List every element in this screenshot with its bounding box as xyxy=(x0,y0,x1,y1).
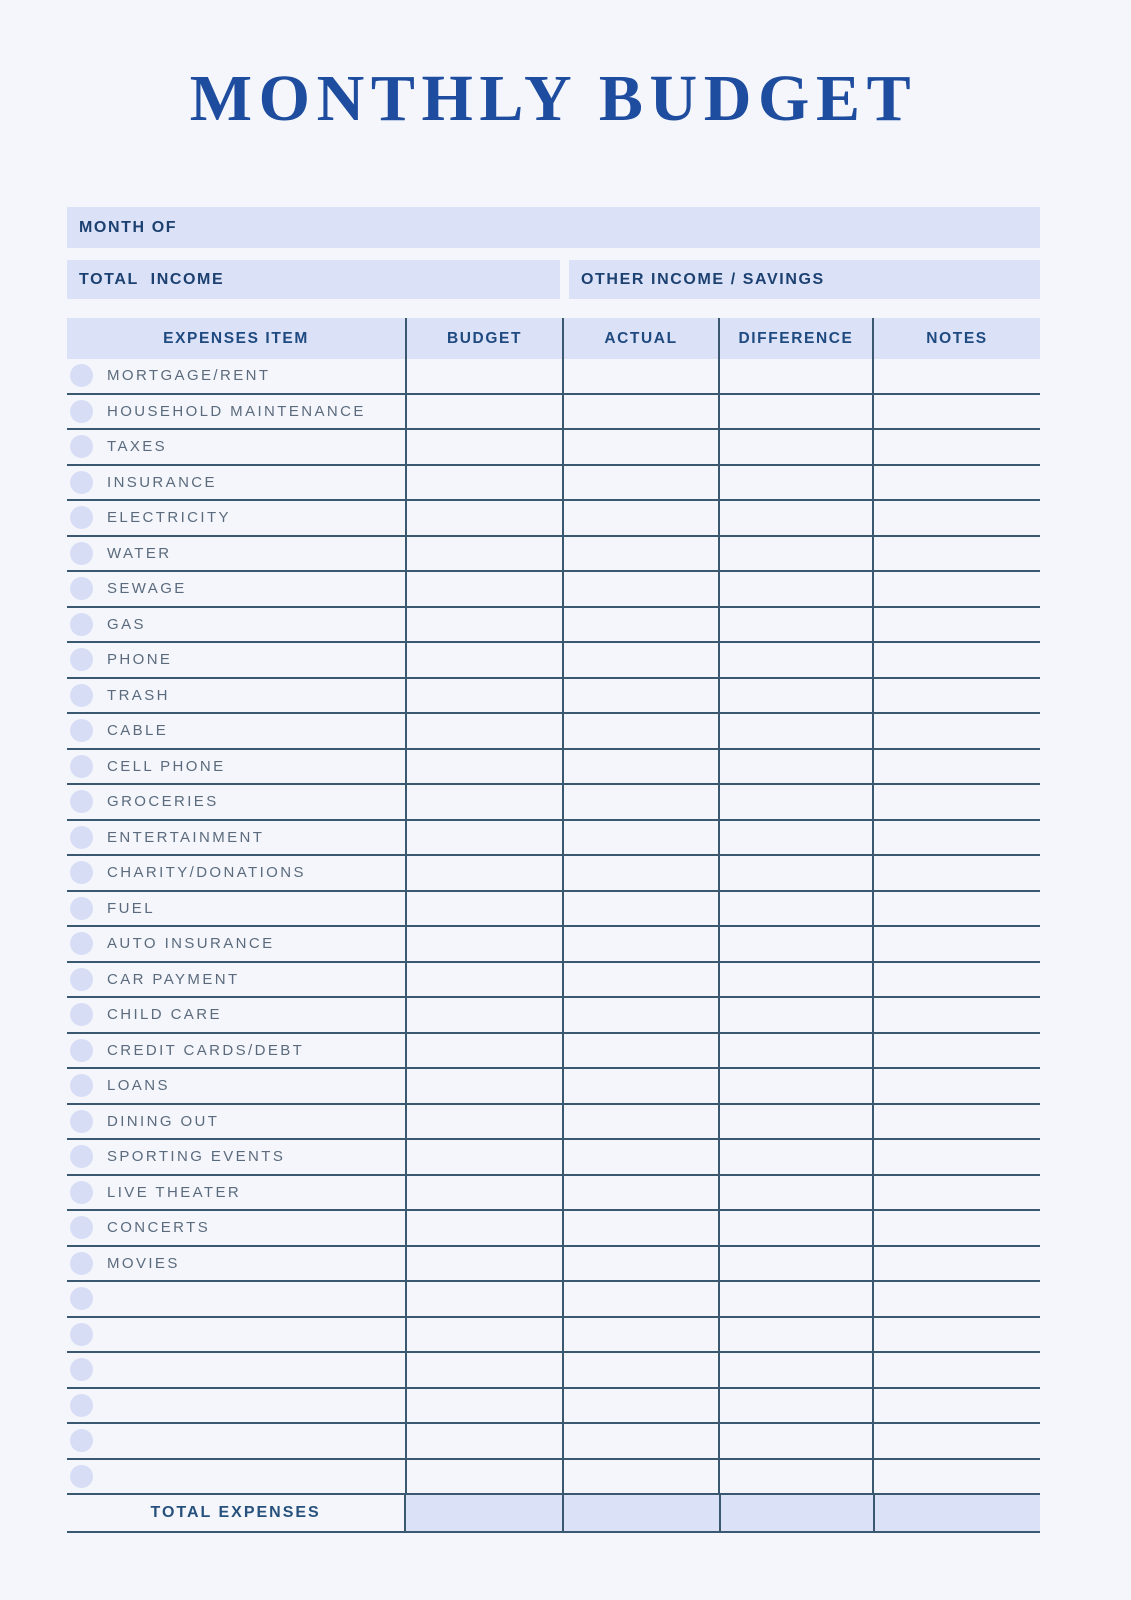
notes-cell[interactable] xyxy=(874,1353,1040,1387)
table-row xyxy=(67,1424,1040,1460)
header-notes: NOTES xyxy=(926,329,988,347)
table-row xyxy=(67,714,1040,750)
table-row xyxy=(67,679,1040,715)
expense-item-label: MORTGAGE/RENT xyxy=(107,367,271,385)
budget-cell[interactable] xyxy=(407,1247,564,1281)
actual-cell[interactable] xyxy=(564,1460,720,1494)
actual-cell[interactable] xyxy=(564,1034,720,1068)
actual-cell[interactable] xyxy=(564,856,720,890)
table-row xyxy=(67,1034,1040,1070)
actual-cell[interactable] xyxy=(564,1211,720,1245)
budget-cell[interactable] xyxy=(407,1105,564,1139)
budget-cell[interactable] xyxy=(407,359,564,393)
table-row xyxy=(67,430,1040,466)
bullet-icon xyxy=(70,790,93,813)
difference-cell[interactable] xyxy=(720,1282,874,1316)
bullet-icon xyxy=(70,542,93,565)
notes-cell[interactable] xyxy=(874,856,1040,890)
budget-cell[interactable] xyxy=(407,1140,564,1174)
budget-cell[interactable] xyxy=(407,395,564,429)
table-row xyxy=(67,785,1040,821)
actual-cell[interactable] xyxy=(564,1105,720,1139)
difference-cell[interactable] xyxy=(720,1424,874,1458)
bullet-icon xyxy=(70,1216,93,1239)
total-expenses-row xyxy=(67,1495,1040,1533)
header-expenses-item: EXPENSES ITEM xyxy=(67,318,407,359)
expense-item-cell xyxy=(67,1140,407,1174)
difference-cell[interactable] xyxy=(720,714,874,748)
actual-cell[interactable] xyxy=(564,643,720,677)
expense-item-cell xyxy=(67,608,407,642)
expense-item-label: CREDIT CARDS/DEBT xyxy=(107,1041,305,1059)
bullet-icon xyxy=(70,1110,93,1133)
bullet-icon xyxy=(70,613,93,636)
notes-cell[interactable] xyxy=(874,1034,1040,1068)
expense-item-label: MOVIES xyxy=(107,1254,180,1272)
table-row xyxy=(67,359,1040,395)
difference-cell[interactable] xyxy=(720,466,874,500)
expense-item-label: GAS xyxy=(107,615,146,633)
expense-item-cell xyxy=(67,1424,407,1458)
actual-cell[interactable] xyxy=(564,1318,720,1352)
expense-item-label: CHILD CARE xyxy=(107,1006,222,1024)
difference-cell[interactable] xyxy=(720,1318,874,1352)
budget-cell[interactable] xyxy=(407,1353,564,1387)
bullet-icon xyxy=(70,1429,93,1452)
table-row xyxy=(67,998,1040,1034)
actual-cell[interactable] xyxy=(564,1069,720,1103)
income-row xyxy=(67,260,1040,299)
expense-item-label: ENTERTAINMENT xyxy=(107,828,265,846)
table-row xyxy=(67,1069,1040,1105)
notes-cell[interactable] xyxy=(874,963,1040,997)
expense-item-label: TAXES xyxy=(107,438,168,456)
budget-cell[interactable] xyxy=(407,1389,564,1423)
difference-cell[interactable] xyxy=(720,892,874,926)
actual-cell[interactable] xyxy=(564,785,720,819)
table-row xyxy=(67,501,1040,537)
expense-item-label: PHONE xyxy=(107,651,173,669)
table-row xyxy=(67,1247,1040,1283)
bullet-icon xyxy=(70,1394,93,1417)
budget-cell[interactable] xyxy=(407,998,564,1032)
total-income-bar xyxy=(67,260,560,299)
table-row xyxy=(67,1389,1040,1425)
bullet-icon xyxy=(70,1252,93,1275)
expenses-table xyxy=(67,318,1040,1533)
actual-cell[interactable] xyxy=(564,1389,720,1423)
expense-item-cell xyxy=(67,572,407,606)
notes-cell[interactable] xyxy=(874,785,1040,819)
difference-cell[interactable] xyxy=(720,1460,874,1494)
difference-cell[interactable] xyxy=(720,1034,874,1068)
total-income-label: TOTAL INCOME xyxy=(79,270,225,288)
actual-cell[interactable] xyxy=(564,1282,720,1316)
difference-cell[interactable] xyxy=(720,1140,874,1174)
expense-item-cell xyxy=(67,395,407,429)
difference-cell[interactable] xyxy=(720,1069,874,1103)
notes-cell[interactable] xyxy=(874,1424,1040,1458)
notes-cell[interactable] xyxy=(874,537,1040,571)
notes-cell[interactable] xyxy=(874,821,1040,855)
difference-cell[interactable] xyxy=(720,1353,874,1387)
expense-item-cell xyxy=(67,927,407,961)
page-title: MONTHLY BUDGET xyxy=(189,62,918,135)
notes-cell[interactable] xyxy=(874,714,1040,748)
bullet-icon xyxy=(70,684,93,707)
budget-cell[interactable] xyxy=(407,892,564,926)
budget-cell[interactable] xyxy=(407,1176,564,1210)
header-difference: DIFFERENCE xyxy=(720,318,874,359)
notes-cell[interactable] xyxy=(874,1247,1040,1281)
expense-item-cell xyxy=(67,430,407,464)
budget-cell[interactable] xyxy=(407,466,564,500)
budget-cell[interactable] xyxy=(407,927,564,961)
budget-cell[interactable] xyxy=(407,1282,564,1316)
expense-item-label: CAR PAYMENT xyxy=(107,970,240,988)
table-row xyxy=(67,395,1040,431)
other-income-savings-label: OTHER INCOME / SAVINGS xyxy=(581,270,825,288)
expense-item-label: LOANS xyxy=(107,1077,170,1095)
notes-cell[interactable] xyxy=(874,608,1040,642)
notes-cell[interactable] xyxy=(874,643,1040,677)
table-row xyxy=(67,927,1040,963)
bullet-icon xyxy=(70,1358,93,1381)
notes-cell[interactable] xyxy=(874,750,1040,784)
bullet-icon xyxy=(70,400,93,423)
budget-cell[interactable] xyxy=(407,643,564,677)
expense-item-label: SPORTING EVENTS xyxy=(107,1148,286,1166)
budget-cell[interactable] xyxy=(407,1034,564,1068)
actual-cell[interactable] xyxy=(564,892,720,926)
notes-cell[interactable] xyxy=(874,1211,1040,1245)
difference-cell[interactable] xyxy=(720,572,874,606)
table-row xyxy=(67,643,1040,679)
budget-cell[interactable] xyxy=(407,1318,564,1352)
actual-cell[interactable] xyxy=(564,501,720,535)
expense-item-cell xyxy=(67,963,407,997)
actual-cell[interactable] xyxy=(564,537,720,571)
notes-cell[interactable] xyxy=(874,892,1040,926)
budget-cell[interactable] xyxy=(407,856,564,890)
notes-cell[interactable] xyxy=(874,1282,1040,1316)
table-header-row xyxy=(67,318,1040,359)
difference-cell[interactable] xyxy=(720,608,874,642)
actual-cell[interactable] xyxy=(564,1247,720,1281)
notes-cell[interactable] xyxy=(874,679,1040,713)
expense-item-label: HOUSEHOLD MAINTENANCE xyxy=(107,402,366,420)
notes-cell[interactable] xyxy=(874,1140,1040,1174)
total-notes-cell[interactable] xyxy=(875,1495,1040,1531)
bullet-icon xyxy=(70,1287,93,1310)
expense-item-cell xyxy=(67,1282,407,1316)
total-budget-cell[interactable] xyxy=(406,1495,564,1531)
bullet-icon xyxy=(70,577,93,600)
notes-cell[interactable] xyxy=(874,430,1040,464)
expense-item-cell xyxy=(67,359,407,393)
difference-cell[interactable] xyxy=(720,821,874,855)
expense-item-label: WATER xyxy=(107,544,172,562)
expense-item-label: ELECTRICITY xyxy=(107,509,231,527)
table-row xyxy=(67,892,1040,928)
expense-item-cell xyxy=(67,785,407,819)
notes-cell[interactable] xyxy=(874,1176,1040,1210)
expense-item-label: CHARITY/DONATIONS xyxy=(107,864,306,882)
difference-cell[interactable] xyxy=(720,1389,874,1423)
table-row xyxy=(67,1140,1040,1176)
budget-cell[interactable] xyxy=(407,572,564,606)
difference-cell[interactable] xyxy=(720,927,874,961)
table-body xyxy=(67,359,1040,1495)
expense-item-label: FUEL xyxy=(107,899,155,917)
actual-cell[interactable] xyxy=(564,750,720,784)
notes-cell[interactable] xyxy=(874,1460,1040,1494)
budget-cell[interactable] xyxy=(407,750,564,784)
notes-cell[interactable] xyxy=(874,1389,1040,1423)
month-of-bar xyxy=(67,207,1040,248)
month-of-label: MONTH OF xyxy=(79,218,178,236)
expense-item-cell xyxy=(67,537,407,571)
actual-cell[interactable] xyxy=(564,714,720,748)
budget-cell[interactable] xyxy=(407,679,564,713)
table-row xyxy=(67,821,1040,857)
notes-cell[interactable] xyxy=(874,1069,1040,1103)
difference-cell[interactable] xyxy=(720,679,874,713)
budget-sheet xyxy=(67,0,1040,1533)
expense-item-label: GROCERIES xyxy=(107,793,219,811)
bullet-icon xyxy=(70,826,93,849)
budget-cell[interactable] xyxy=(407,1069,564,1103)
bullet-icon xyxy=(70,471,93,494)
bullet-icon xyxy=(70,1323,93,1346)
bullet-icon xyxy=(70,861,93,884)
expense-item-cell xyxy=(67,856,407,890)
table-row xyxy=(67,963,1040,999)
notes-cell[interactable] xyxy=(874,927,1040,961)
bullet-icon xyxy=(70,932,93,955)
expense-item-label: SEWAGE xyxy=(107,580,187,598)
budget-cell[interactable] xyxy=(407,1424,564,1458)
bullet-icon xyxy=(70,1039,93,1062)
table-row xyxy=(67,1282,1040,1318)
table-row xyxy=(67,750,1040,786)
expense-item-cell xyxy=(67,679,407,713)
expense-item-label: AUTO INSURANCE xyxy=(107,935,275,953)
budget-cell[interactable] xyxy=(407,1211,564,1245)
expense-item-cell xyxy=(67,1176,407,1210)
budget-cell[interactable] xyxy=(407,963,564,997)
bullet-icon xyxy=(70,1465,93,1488)
actual-cell[interactable] xyxy=(564,963,720,997)
actual-cell[interactable] xyxy=(564,430,720,464)
actual-cell[interactable] xyxy=(564,821,720,855)
expense-item-cell xyxy=(67,1318,407,1352)
budget-cell[interactable] xyxy=(407,537,564,571)
budget-cell[interactable] xyxy=(407,821,564,855)
notes-cell[interactable] xyxy=(874,1318,1040,1352)
table-row xyxy=(67,856,1040,892)
table-row xyxy=(67,608,1040,644)
bullet-icon xyxy=(70,897,93,920)
expense-item-cell xyxy=(67,821,407,855)
expense-item-label: CELL PHONE xyxy=(107,757,226,775)
expense-item-cell xyxy=(67,1034,407,1068)
expense-item-label: CONCERTS xyxy=(107,1219,211,1237)
bullet-icon xyxy=(70,435,93,458)
bullet-icon xyxy=(70,364,93,387)
table-row xyxy=(67,572,1040,608)
expense-item-cell xyxy=(67,501,407,535)
expense-item-cell xyxy=(67,1353,407,1387)
difference-cell[interactable] xyxy=(720,359,874,393)
difference-cell[interactable] xyxy=(720,537,874,571)
bullet-icon xyxy=(70,1181,93,1204)
expense-item-label: INSURANCE xyxy=(107,473,217,491)
actual-cell[interactable] xyxy=(564,359,720,393)
budget-cell[interactable] xyxy=(407,1460,564,1494)
actual-cell[interactable] xyxy=(564,572,720,606)
budget-cell[interactable] xyxy=(407,430,564,464)
expense-item-cell xyxy=(67,1460,407,1494)
header-actual: ACTUAL xyxy=(564,318,720,359)
bullet-icon xyxy=(70,1074,93,1097)
bullet-icon xyxy=(70,968,93,991)
bullet-icon xyxy=(70,1003,93,1026)
bullet-icon xyxy=(70,719,93,742)
total-difference-cell[interactable] xyxy=(721,1495,876,1531)
actual-cell[interactable] xyxy=(564,466,720,500)
difference-cell[interactable] xyxy=(720,643,874,677)
expense-item-cell xyxy=(67,714,407,748)
difference-cell[interactable] xyxy=(720,1211,874,1245)
difference-cell[interactable] xyxy=(720,501,874,535)
difference-cell[interactable] xyxy=(720,963,874,997)
expense-item-label: CABLE xyxy=(107,722,169,740)
budget-cell[interactable] xyxy=(407,714,564,748)
difference-cell[interactable] xyxy=(720,750,874,784)
notes-cell[interactable] xyxy=(874,998,1040,1032)
total-expenses-label-cell xyxy=(67,1495,406,1531)
actual-cell[interactable] xyxy=(564,1176,720,1210)
actual-cell[interactable] xyxy=(564,608,720,642)
expense-item-cell xyxy=(67,998,407,1032)
expense-item-cell xyxy=(67,750,407,784)
difference-cell[interactable] xyxy=(720,856,874,890)
expense-item-label: LIVE THEATER xyxy=(107,1183,242,1201)
notes-cell[interactable] xyxy=(874,395,1040,429)
notes-cell[interactable] xyxy=(874,466,1040,500)
table-row xyxy=(67,537,1040,573)
difference-cell[interactable] xyxy=(720,998,874,1032)
actual-cell[interactable] xyxy=(564,927,720,961)
expense-item-cell xyxy=(67,643,407,677)
expense-item-cell xyxy=(67,892,407,926)
other-income-savings-bar xyxy=(569,260,1040,299)
notes-cell[interactable] xyxy=(874,359,1040,393)
total-expenses-label: TOTAL EXPENSES xyxy=(150,1504,321,1521)
bullet-icon xyxy=(70,648,93,671)
expense-item-cell xyxy=(67,466,407,500)
expense-item-cell xyxy=(67,1247,407,1281)
expense-item-label: DINING OUT xyxy=(107,1112,220,1130)
table-row xyxy=(67,1105,1040,1141)
table-row xyxy=(67,466,1040,502)
notes-cell[interactable] xyxy=(874,1105,1040,1139)
budget-cell[interactable] xyxy=(407,608,564,642)
expense-item-label: TRASH xyxy=(107,686,170,704)
actual-cell[interactable] xyxy=(564,395,720,429)
bullet-icon xyxy=(70,506,93,529)
bullet-icon xyxy=(70,1145,93,1168)
difference-cell[interactable] xyxy=(720,1176,874,1210)
expense-item-cell xyxy=(67,1105,407,1139)
difference-cell[interactable] xyxy=(720,430,874,464)
table-row xyxy=(67,1353,1040,1389)
total-actual-cell[interactable] xyxy=(564,1495,721,1531)
actual-cell[interactable] xyxy=(564,1353,720,1387)
difference-cell[interactable] xyxy=(720,1247,874,1281)
budget-cell[interactable] xyxy=(407,785,564,819)
actual-cell[interactable] xyxy=(564,1424,720,1458)
actual-cell[interactable] xyxy=(564,998,720,1032)
expense-item-cell xyxy=(67,1211,407,1245)
bullet-icon xyxy=(70,755,93,778)
actual-cell[interactable] xyxy=(564,679,720,713)
notes-cell[interactable] xyxy=(874,501,1040,535)
table-row xyxy=(67,1318,1040,1354)
expense-item-cell xyxy=(67,1069,407,1103)
table-row xyxy=(67,1211,1040,1247)
table-row xyxy=(67,1460,1040,1496)
difference-cell[interactable] xyxy=(720,1105,874,1139)
expense-item-cell xyxy=(67,1389,407,1423)
notes-cell[interactable] xyxy=(874,572,1040,606)
header-budget: BUDGET xyxy=(407,318,564,359)
difference-cell[interactable] xyxy=(720,785,874,819)
difference-cell[interactable] xyxy=(720,395,874,429)
actual-cell[interactable] xyxy=(564,1140,720,1174)
budget-cell[interactable] xyxy=(407,501,564,535)
table-row xyxy=(67,1176,1040,1212)
